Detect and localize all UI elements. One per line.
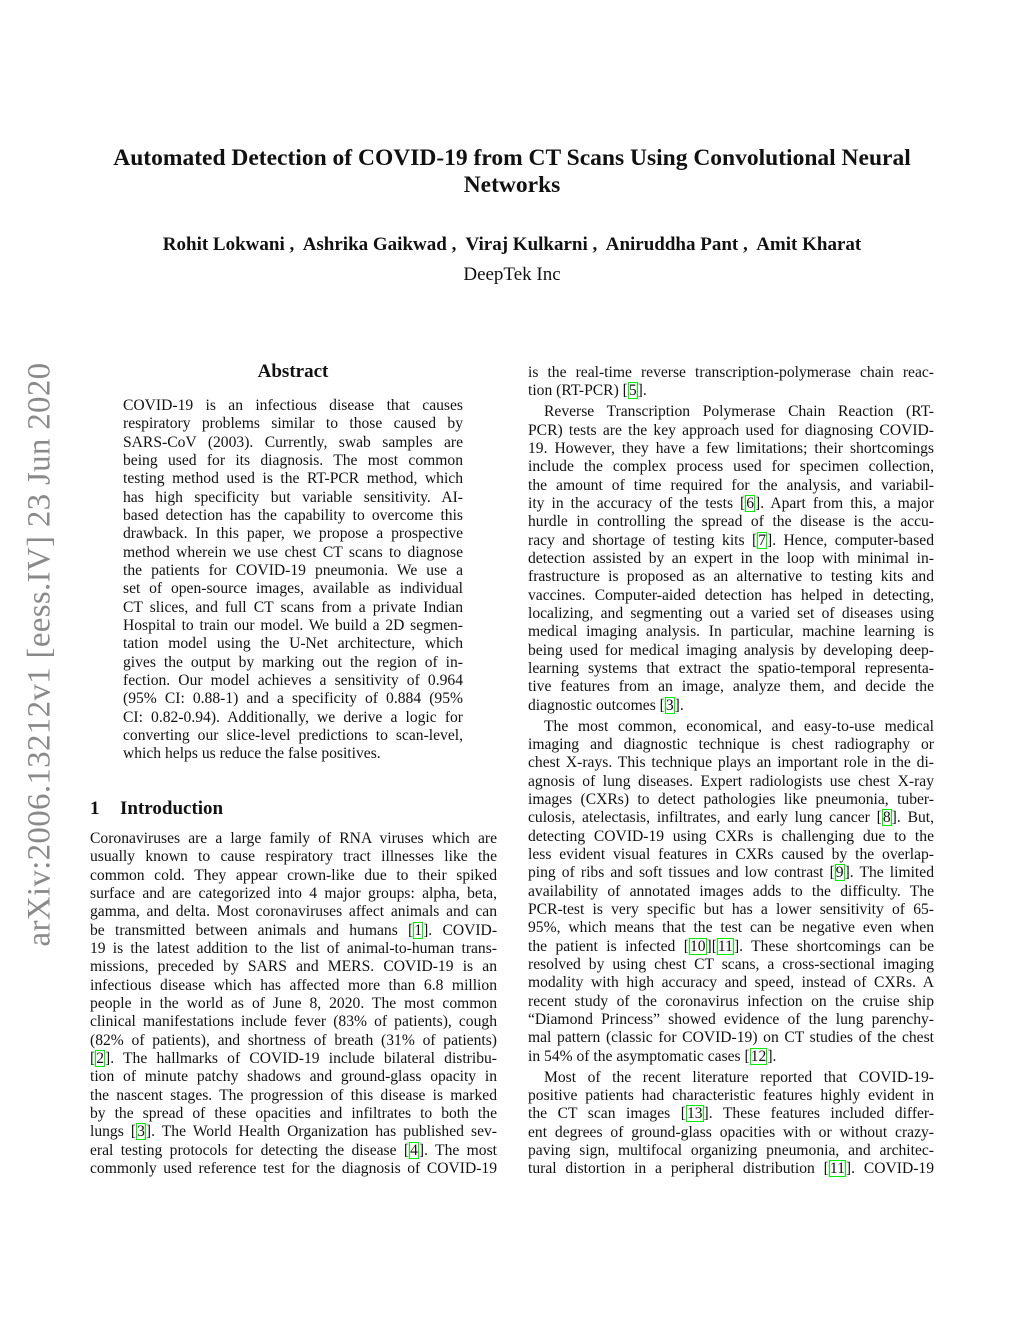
- text-line: (95% CI: 0.88-1) and a specificity of 0.884 (95%: [123, 690, 463, 708]
- text-line: 19. However, they have a few limitations; their shortcomings: [528, 440, 934, 457]
- right-column-body: [528, 364, 934, 1179]
- section-number: 1: [90, 798, 100, 819]
- author: Amit Kharat: [756, 234, 862, 255]
- text-line: being used for its diagnosis. The most common: [123, 451, 463, 469]
- text-line: gamma, and delta. Most coronaviruses affect animals and can: [90, 903, 497, 921]
- text-line: imaging and diagnostic technique is chest radiography or: [528, 735, 934, 753]
- citation-link[interactable]: 12: [750, 1047, 767, 1065]
- citation-link[interactable]: 10: [689, 937, 706, 955]
- text-line: availability of annotated images adds to the difficulty. The: [528, 882, 934, 900]
- text-line: images (CXRs) to detect pathologies like pneumonia, tuber-: [528, 790, 934, 808]
- text-line: eral testing protocols for detecting the disease [4]. The most: [90, 1141, 497, 1159]
- citation-link[interactable]: 1: [414, 921, 423, 939]
- text-line: method wherein we use chest CT scans to diagnose: [123, 543, 463, 561]
- abstract-heading: Abstract: [257, 361, 329, 382]
- text-line: ent degrees of ground-glass opacities with or without crazy-: [528, 1123, 934, 1141]
- affiliation: DeepTek Inc: [463, 264, 561, 285]
- text-line: vaccines. Computer-aided detection has helped in detecting,: [528, 586, 934, 604]
- text-line: the CT scan images [13]. These features included differ-: [528, 1105, 935, 1123]
- citation-link[interactable]: 3: [137, 1123, 145, 1141]
- text-line: the nascent stages. The progression of this disease is marked: [90, 1086, 497, 1104]
- abstract-body: [123, 397, 463, 764]
- text-line: culosis, atelectasis, infiltrates, and early lung cancer [8]. But,: [528, 809, 934, 827]
- author-list: Rohit Lokwani , Ashrika Gaikwad , Viraj Kulkarni , Aniruddha Pant , Amit Kharat: [162, 234, 862, 255]
- text-line: racy and shortage of testing kits [7]. Hence, computer-based: [528, 531, 934, 549]
- text-line: people in the world as of June 8, 2020. The most common: [90, 994, 497, 1012]
- text-line: surface and are categorized into 4 major groups: alpha, beta,: [90, 884, 497, 902]
- text-line: has high specificity but variable sensitivity. AI-: [123, 488, 463, 506]
- text-line: clinical manifestations include fever (83% of patients), cough: [90, 1013, 497, 1031]
- text-line: the patients for COVID-19 pneumonia. We use a: [123, 561, 463, 579]
- paragraph: [123, 397, 463, 764]
- text-line: Reverse Transcription Polymerase Chain Reaction (RT-: [544, 403, 934, 421]
- text-line: ping of ribs and soft tissues and low contrast [9]. The limited: [528, 864, 934, 882]
- author: Ashrika Gaikwad: [302, 234, 447, 255]
- text-line: [2]. The hallmarks of COVID-19 include bilateral distribu-: [90, 1049, 497, 1067]
- text-line: medical imaging analysis. In particular, machine learning is: [528, 623, 934, 641]
- text-line: infectious disease which has affected more than 6.8 million: [90, 976, 497, 994]
- text-line: recent study of the coronavirus infection on the cruise ship: [528, 992, 934, 1010]
- citation-link[interactable]: 7: [758, 531, 766, 549]
- text-line: (82% of patients), and shortness of breath (31% of patients): [90, 1031, 497, 1049]
- arxiv-identifier: arXiv:2006.13212v1 [eess.IV] 23 Jun 2020: [21, 362, 58, 947]
- text-line: usually known to cause respiratory tract illnesses like the: [90, 848, 497, 866]
- citation-link[interactable]: 5: [628, 382, 637, 400]
- text-line: SARS-CoV (2003). Currently, swab samples are: [123, 433, 463, 451]
- text-line: 95%, which means that the test can be negative even when: [528, 919, 934, 937]
- text-line: tation model using the U-Net architecture, which: [123, 635, 463, 653]
- author: Aniruddha Pant: [605, 234, 739, 255]
- text-line: CT slices, and full CT scans from a private Indian: [123, 598, 463, 616]
- citation-link[interactable]: 11: [829, 1160, 845, 1178]
- text-line: frastructure is proposed as an alternative to testing kits and: [528, 568, 934, 586]
- text-line: tural distortion in a peripheral distribution [11]. COVID-19: [528, 1160, 935, 1178]
- citation-link[interactable]: 13: [686, 1105, 703, 1123]
- text-line: localizing, and segmenting out a varied set of diseases using: [528, 604, 934, 622]
- citation-link[interactable]: 6: [746, 494, 755, 512]
- text-line: which helps us reduce the false positives.: [123, 745, 381, 763]
- text-line: 19 is the latest addition to the list of animal-to-human trans-: [90, 939, 497, 957]
- author: Rohit Lokwani: [162, 234, 285, 255]
- text-line: CI: 0.82-0.94). Additionally, we derive a logic for: [123, 708, 463, 726]
- citation-link[interactable]: 9: [835, 864, 844, 882]
- text-line: positive patients had characteristic features highly evident in: [528, 1086, 934, 1104]
- citation-link[interactable]: 3: [665, 696, 674, 714]
- text-line: is the real-time reverse transcription-polymerase chain reac-: [528, 364, 934, 381]
- text-line: in 54% of the asymptomatic cases [12].: [528, 1047, 777, 1065]
- paper-title: Automated Detection of COVID-19 from CT Scans Using Convolutional Neural Networks: [113, 145, 911, 198]
- text-line: chest X-rays. This technique plays an important role in the di-: [528, 754, 934, 772]
- text-line: common cold. They appear crown-like due to their spiked: [90, 866, 497, 884]
- paragraph: [528, 364, 934, 401]
- text-line: respiratory problems similar to those caused by: [123, 415, 463, 433]
- text-line: tion of minute patchy shadows and ground-glass opacity in: [90, 1068, 497, 1086]
- text-line: COVID-19 is an infectious disease that causes: [123, 397, 463, 414]
- text-line: modality with high accuracy and speed, instead of CXRs. A: [528, 974, 934, 992]
- text-line: the amount of time required for the analysis, and variabil-: [528, 476, 934, 494]
- text-line: tion (RT-PCR) [5].: [528, 382, 647, 400]
- paragraph: [528, 403, 934, 715]
- citation-link[interactable]: 4: [410, 1141, 418, 1159]
- text-line: ity in the accuracy of the tests [6]. Apart from this, a major: [528, 494, 934, 512]
- text-line: less evident visual features in CXRs caused by the overlap-: [528, 845, 934, 863]
- text-line: “Diamond Princess” showed evidence of the lung parenchy-: [528, 1010, 934, 1028]
- text-line: testing method used is the RT-PCR method, which: [123, 470, 463, 488]
- text-line: the patient is infected [10][11]. These shortcomings can be: [528, 937, 934, 955]
- paragraph: [528, 718, 934, 1066]
- citation-link[interactable]: 11: [717, 937, 733, 955]
- text-line: diagnostic outcomes [3].: [528, 696, 684, 714]
- paragraph: [90, 830, 497, 1178]
- text-line: PCR-test is very specific but has a lower sensitivity of 65-: [528, 900, 934, 918]
- text-line: by the spread of these opacities and infiltrates to both the: [90, 1104, 497, 1122]
- text-line: being used for medical imaging analysis by developing deep-: [528, 641, 934, 659]
- text-line: learning systems that extract the spatio-temporal representa-: [528, 659, 934, 677]
- text-line: based detection has the capability to overcome this: [123, 506, 463, 524]
- citation-link[interactable]: 2: [96, 1049, 104, 1067]
- section-heading-introduction: [90, 798, 223, 820]
- text-line: The most common, economical, and easy-to-use medical: [544, 717, 934, 735]
- text-line: detection assisted by an expert in the loop with minimal in-: [528, 549, 934, 567]
- text-line: include the complex process used for specimen collection,: [528, 458, 934, 476]
- citation-link[interactable]: 8: [882, 809, 891, 827]
- text-line: Hospital to train our model. We build a 2D segmen-: [123, 616, 463, 634]
- text-line: PCR) tests are the key approach used for diagnosing COVID-: [528, 421, 934, 439]
- text-line: drawback. In this paper, we propose a prospective: [123, 525, 463, 543]
- text-line: be transmitted between animals and humans [1]. COVID-: [90, 921, 498, 939]
- section-title: Introduction: [120, 798, 224, 819]
- text-line: fection. Our model achieves a sensitivity of 0.964: [123, 671, 463, 689]
- text-line: hurdle in controlling the spread of the disease is the accu-: [528, 513, 934, 531]
- text-line: paving sign, multifocal organizing pneumonia, and architec-: [528, 1141, 934, 1159]
- text-line: agnosis of lung diseases. Expert radiologists use chest X-ray: [528, 772, 934, 790]
- text-line: detecting COVID-19 using CXRs is challenging due to the: [528, 827, 934, 845]
- text-line: converting our slice-level predictions to scan-level,: [123, 726, 463, 744]
- text-line: lungs [3]. The World Health Organization has published sev-: [90, 1123, 497, 1141]
- text-line: Coronaviruses are a large family of RNA viruses which are: [90, 830, 497, 847]
- text-line: gives the output by marking out the region of in-: [123, 653, 463, 671]
- text-line: missions, preceded by SARS and MERS. COVID-19 is an: [90, 958, 497, 976]
- left-column-body: [90, 830, 497, 1178]
- text-line: tive features from an image, analyze them, and decide the: [528, 678, 934, 696]
- paragraph: [528, 1069, 934, 1179]
- text-line: mal pattern (classic for COVID-19) on CT studies of the chest: [528, 1029, 934, 1047]
- text-line: Most of the recent literature reported that COVID-19-: [544, 1068, 934, 1086]
- author: Viraj Kulkarni: [465, 234, 588, 255]
- text-line: commonly used reference test for the diagnosis of COVID-19: [90, 1159, 497, 1177]
- text-line: resolved by using chest CT scans, a cross-sectional imaging: [528, 955, 934, 973]
- text-line: set of open-source images, available as individual: [123, 580, 463, 598]
